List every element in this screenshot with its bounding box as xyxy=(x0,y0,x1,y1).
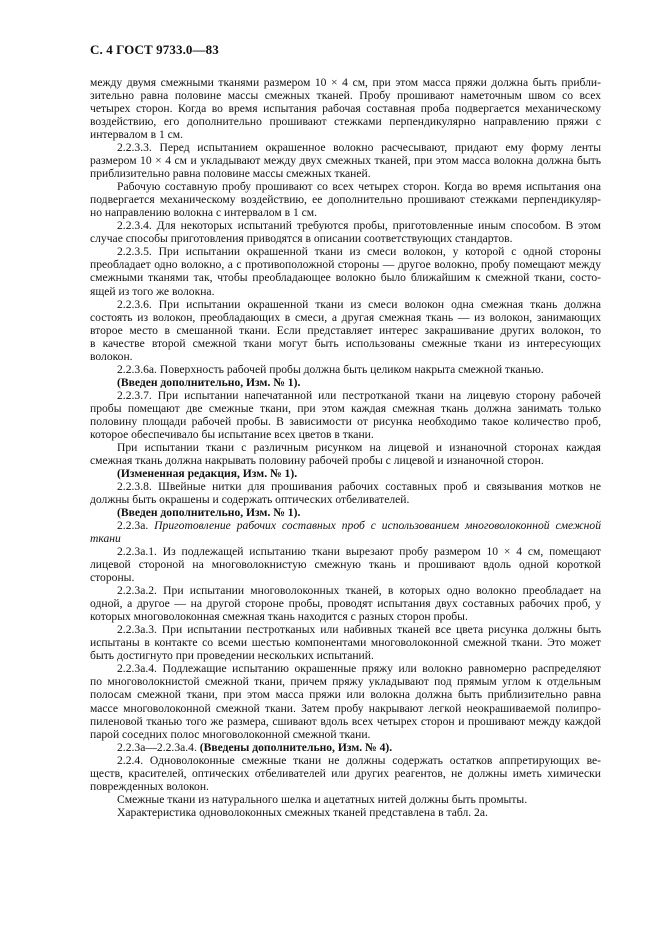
paragraph xyxy=(90,584,601,623)
text-line: массе многоволоконной смежной ткани. Затем пробу накрывают легкой неокрашиваемой полипро- xyxy=(90,701,601,715)
text-line: пиленовой тканью того же размера, сшивают вдоль всех четырех сторон и прошивают между каждой xyxy=(90,714,601,728)
text-line: волокон. xyxy=(90,349,133,363)
text-line: 2.2.3.5. При испытании окрашенной ткани из смеси волокон, у которой с одной стороны xyxy=(117,245,601,259)
text-line: приблизительно равна половине массы смежных тканей. xyxy=(90,167,371,181)
text-line: в качестве второй смежной ткани могут быть использованы смежные ткани из интересующих xyxy=(90,336,601,350)
text-line: по многоволокнистой смежной ткани, причем пряжу укладывают под прямым углом к отдельным xyxy=(90,675,601,689)
italic-heading: Приготовление рабочих составных проб с использованием многоволоконной смежной xyxy=(154,519,601,533)
paragraph xyxy=(90,754,601,793)
line-prefix: 2.2.3а—2.2.3а.4. xyxy=(117,740,200,754)
text-line: 2.2.3а.1. Из подлежащей испытанию ткани вырезают пробу размером 10 × 4 см, помещают xyxy=(117,545,601,559)
paragraph xyxy=(90,662,601,740)
text-line: подвергается механическому воздействию, ее дополнительно прошивают стежками перпендикуляр- xyxy=(90,193,601,207)
text-line: 2.2.3.7. При испытании напечатанной или пестротканой ткани на лицевую сторону рабочей xyxy=(117,388,601,402)
paragraph xyxy=(90,467,601,480)
paragraph xyxy=(90,76,601,141)
paragraph xyxy=(90,441,601,467)
paragraph xyxy=(90,506,601,519)
paragraph xyxy=(90,376,601,389)
text-line: 2.2.3.4. Для некоторых испытаний требуются пробы, приготовленные иным способом. В этом xyxy=(117,219,601,233)
text-line: (Введен дополнительно, Изм. № 1). xyxy=(117,375,301,389)
line-prefix: 2.2.3а. xyxy=(117,519,155,533)
page-header: С. 4 ГОСТ 9733.0—83 xyxy=(90,42,219,57)
text-line: стороны. xyxy=(90,571,135,585)
bold-note: (Введены дополнительно, Изм. № 4). xyxy=(199,740,393,754)
italic-heading: ткани xyxy=(90,532,121,546)
text-line: смежная ткань должна накрывать половину рабочей пробы с лицевой и изнаночной сторон. xyxy=(90,453,544,467)
text-line: но направлению волокна с интервалом в 1 см. xyxy=(90,206,318,220)
text-line: одной, а другое — на другой стороне пробы, проводят испытания двух составных рабочих проб, у xyxy=(90,597,601,611)
text-line: преобладает одно волокно, а с противоположной стороны — другое волокно, пробу помещают между xyxy=(90,258,601,272)
paragraph xyxy=(90,480,601,506)
text-line: 2.2.3.6. При испытании окрашенной ткани из смеси волокон одна смежная ткань должна xyxy=(117,297,601,311)
text-line: 2.2.3.3. Перед испытанием окрашенное волокно расчесывают, придают ему форму ленты xyxy=(117,141,601,155)
paragraph xyxy=(90,141,601,180)
paragraph xyxy=(90,741,601,754)
text-line: лицевой стороной на многоволокнистую смежную ткань и прошивают вдоль одной короткой xyxy=(90,558,601,572)
text-line: половину площади рабочей пробы. В зависимости от рисунка необходимо такое количество проб, xyxy=(90,414,601,428)
text-line: должны быть окрашены и содержать оптических отбеливателей. xyxy=(90,493,410,506)
paragraph xyxy=(90,363,601,376)
text-line: ящей из того же волокна. xyxy=(90,284,215,298)
text-line: парой соседних полос многоволоконной смежной ткани. xyxy=(90,727,371,741)
text-line: которых многоволоконная смежная ткань находится с разных сторон пробы. xyxy=(90,610,468,624)
paragraph xyxy=(90,519,601,545)
document-body xyxy=(90,76,601,819)
paragraph xyxy=(90,245,601,297)
text-line: размером 10 × 4 см и укладывают между двух смежных тканей, при этом масса волокна должна быть xyxy=(90,154,601,168)
text-line: четырех сторон. Когда во время испытания рабочая составная проба подвергается механическому xyxy=(90,102,601,116)
text-line: второе место в смешанной ткани. Если представляет интерес закрашивание других волокон, то xyxy=(90,323,601,337)
text-line: ществ, красителей, оптических отбеливателей или других реагентов, не должны иметь химически xyxy=(90,766,601,780)
text-line: интервалом в 1 см. xyxy=(90,128,184,142)
text-line: Характеристика одноволоконных смежных тканей представлена в табл. 2а. xyxy=(117,805,488,819)
text-line: между двумя смежными тканями размером 10 × 4 см, при этом масса пряжи должна быть прибли- xyxy=(90,76,601,89)
text-line: которое обеспечивало бы испытание всех цветов в ткани. xyxy=(90,427,374,441)
paragraph xyxy=(90,545,601,584)
paragraph xyxy=(90,793,601,806)
paragraph xyxy=(90,806,601,819)
text-line: 2.2.4. Одноволоконные смежные ткани не должны содержать остатков аппретирующих ве- xyxy=(117,753,601,767)
text-line: Рабочую составную пробу прошивают со всех четырех сторон. Когда во время испытания она xyxy=(117,180,601,194)
text-line xyxy=(90,519,601,532)
text-line: 2.2.3.8. Швейные нитки для прошивания рабочих составных проб и связывания мотков не xyxy=(117,479,601,493)
text-line: случае способы приготовления приводятся в описании соответствующих стандартов. xyxy=(90,232,513,246)
text-line xyxy=(90,532,601,545)
paragraph xyxy=(90,180,601,219)
text-line: быть достигнуто при проведении нескольких испытаний. xyxy=(90,649,374,663)
text-line: (Измененная редакция, Изм. № 1). xyxy=(117,466,298,480)
text-line: состоять из волокон, преобладающих в смеси, а другая смежная ткань — из волокон, занимающих xyxy=(90,310,601,324)
text-line xyxy=(90,741,601,754)
paragraph xyxy=(90,219,601,245)
text-line: пробы помещают две смежные ткани, при этом каждая смежная ткань должна занимать только xyxy=(90,401,601,415)
paragraph xyxy=(90,623,601,662)
text-line: зительно равна половине массы смежных тканей. Пробу прошивают наметочным швом со всех xyxy=(90,89,601,103)
text-line: поврежденных волокон. xyxy=(90,779,209,793)
text-line: Смежные ткани из натурального шелка и ацетатных нитей должны быть промыты. xyxy=(117,792,528,806)
text-line: 2.2.3а.2. При испытании многоволоконных тканей, в которых одно волокно преобладает на xyxy=(117,584,601,598)
text-line: смежными тканями так, чтобы преобладающее волокно было ближайшим к смежной ткани, состо- xyxy=(90,271,601,285)
paragraph xyxy=(90,298,601,363)
text-line: полосам смежной ткани, при этом масса пряжи или волокна должна быть приблизительно равна xyxy=(90,688,601,702)
text-line: воздействию, его дополнительно прошивают стежками перпендикулярно направлению пряжи с xyxy=(90,115,601,129)
text-line: При испытании ткани с различным рисунком на лицевой и изнаночной сторонах каждая xyxy=(117,440,601,454)
text-line: (Введен дополнительно, Изм. № 1). xyxy=(117,506,301,520)
text-line: 2.2.3а.4. Подлежащие испытанию окрашенные пряжу или волокно равномерно распределяют xyxy=(117,662,601,676)
text-line: 2.2.3а.3. При испытании пестротканых или набивных тканей все цвета рисунка должны быть xyxy=(117,623,601,637)
paragraph xyxy=(90,389,601,441)
text-line: испытаны в контакте со всеми шестью компонентами многоволоконной смежной ткани. Это может xyxy=(90,636,601,650)
text-line: 2.2.3.6а. Поверхность рабочей пробы должна быть целиком накрыта смежной тканью. xyxy=(117,362,544,376)
